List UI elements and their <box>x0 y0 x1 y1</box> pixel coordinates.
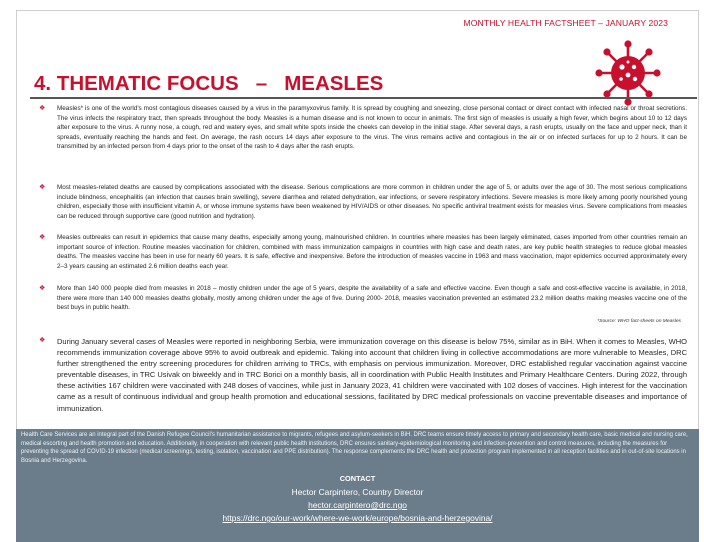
title-divider <box>30 97 697 99</box>
source-note: *Source: WHO fact-sheets on Measles <box>597 319 681 324</box>
bullet-text: Measles outbreaks can result in epidemics that cause many deaths, especially among young, malnourished children. In countries where measles has been largely eliminated, cases imported from other countries remain an important source of infection. Routine measles vaccination for children, combined with mass immunization campaigns in countries with high case and death rates, are key public health strategies to reduce global measles deaths. The measles vaccine has been in use for nearly 60 years. It is safe, effective and inexpensive. Before the introduction of measles vaccine in 1963 and mass vaccination, major epidemics occurred approximately every 2–3 years causing an estimated 2.6 million deaths each year. <box>57 234 687 270</box>
contact-url-row <box>16 513 699 523</box>
contact-email-link[interactable]: hector.carpintero@drc.ngo <box>308 500 407 510</box>
diamond-bullet-icon: ❖ <box>39 184 46 191</box>
diamond-bullet-icon: ❖ <box>39 234 46 241</box>
footer-panel <box>16 429 699 542</box>
factsheet-header: MONTHLY HEALTH FACTSHEET – JANUARY 2023 <box>463 18 668 28</box>
bullet-text: More than 140 000 people died from measles in 2018 – mostly children under the age of 5 years, despite the availability of a safe and effective vaccine. Even though a safe and cost-effective vaccine is available, in 2018, there were more than 140 000 measles deaths globally, mostly among children under the age of five. During 2000- 2018, measles vaccination prevented an estimated 23.2 million deaths making measles vaccine one of the best buys in public health. <box>57 285 687 312</box>
contact-name: Hector Carpintero, Country Director <box>291 487 424 497</box>
contact-heading: CONTACT <box>339 474 376 483</box>
bullet-text: Measles* is one of the world's most contagious diseases caused by a virus in the paramyxovirus family. It is spread by coughing and sneezing, close personal contact or direct contact with infected nasal or throat secretions. The virus infects the respiratory tract, then spreads throughout the body. Measles is a human disease and is not known to occur in animals. The first sign of measles is usually a high fever, which begins about 10 to 12 days after exposure to the virus. A runny nose, a cough, red and watery eyes, and small white spots inside the cheeks can develop in the initial stage. After several days, a rash erupts, usually on the face and upper neck, than it spreads, eventually reaching the hands and feet. On average, the rash occurs 14 days after exposure to the virus. The virus remains active and contagious in the air or on infected surfaces for up to 2 hours. It can be transmitted by an infected person from 4 days prior to the onset of the rash to 4 days after the rash erupts. <box>57 105 687 151</box>
diamond-bullet-icon: ❖ <box>39 285 46 292</box>
diamond-bullet-icon: ❖ <box>39 337 46 344</box>
footer-description: Health Care Services are an integral part of the Danish Refugee Council's humanitarian assistance to migrants, refugees and asylum-seekers in BiH. DRC teams ensure timely access to primary and secondary health care, basic medical and nursing care, medical escorting and health promotion and education. Additionally, in cooperation with relevant public health institutions, DRC ensures sanitary-epidemiological monitoring and infection-prevention and control measures, including the measures for preventing the spread of COVID-19 infection (medical screenings, testing, isolation, vaccination and PPE distribution). The response complements the DRC health and protection program implemented in all reception facilities and in out-of-site locations in Bosnia and Herzegovina. <box>21 432 688 464</box>
section-title: 4. THEMATIC FOCUS – MEASLES <box>34 72 384 95</box>
bullet-text: Most measles-related deaths are caused by complications associated with the disease. Serious complications are more common in children under the age of 5, or adults over the age of 30. The most serious complications include blindness, encephalitis (an infection that causes brain swelling), severe diarrhea and related dehydration, ear infections, or severe respiratory infections. Severe measles is more likely among poorly nourished young children, especially those with insufficient vitamin A, or whose immune systems have been weakened by HIV/AIDS or other diseases. No specific antiviral treatment exists for measles virus. Severe complications from measles can be reduced through supportive care (good nutrition and hydration). <box>57 184 687 220</box>
bullet-text: During January several cases of Measles were reported in neighboring Serbia, were immunization coverage on this disease is below 75%, similar as in BiH. When it comes to Measles, WHO recommends immunization coverage above 95% to avoid outbreak and epidemic. Taking into account that children living in collective accommodations are more vulnerable to Measles, DRC further strengthened the entry screening procedures for children arriving to TRCs, with emphasis on pervious immunization. Moreover, DRC established regular vaccination against vaccine preventable diseases, in TRC Usivak on biweekly and in TRC Borici on a monthly basis, all in coordination with Public Health Institutes and Primary Healthcare Centers. During 2022, through these activities 167 children were vaccinated with 248 doses of vaccines, while just in January 2023, 41 children were vaccinated with 102 doses of vaccines. High interest for the vaccination came as a result of continuous individual and group health promotion and educational sessions, facilitated by DRC medical professionals on vaccine preventable diseases and importance of immunization. <box>57 337 687 413</box>
contact-email-row <box>16 500 699 510</box>
diamond-bullet-icon: ❖ <box>39 105 46 112</box>
contact-website-link[interactable]: https://drc.ngo/our-work/where-we-work/europe/bosnia-and-herzegovina/ <box>222 513 493 523</box>
